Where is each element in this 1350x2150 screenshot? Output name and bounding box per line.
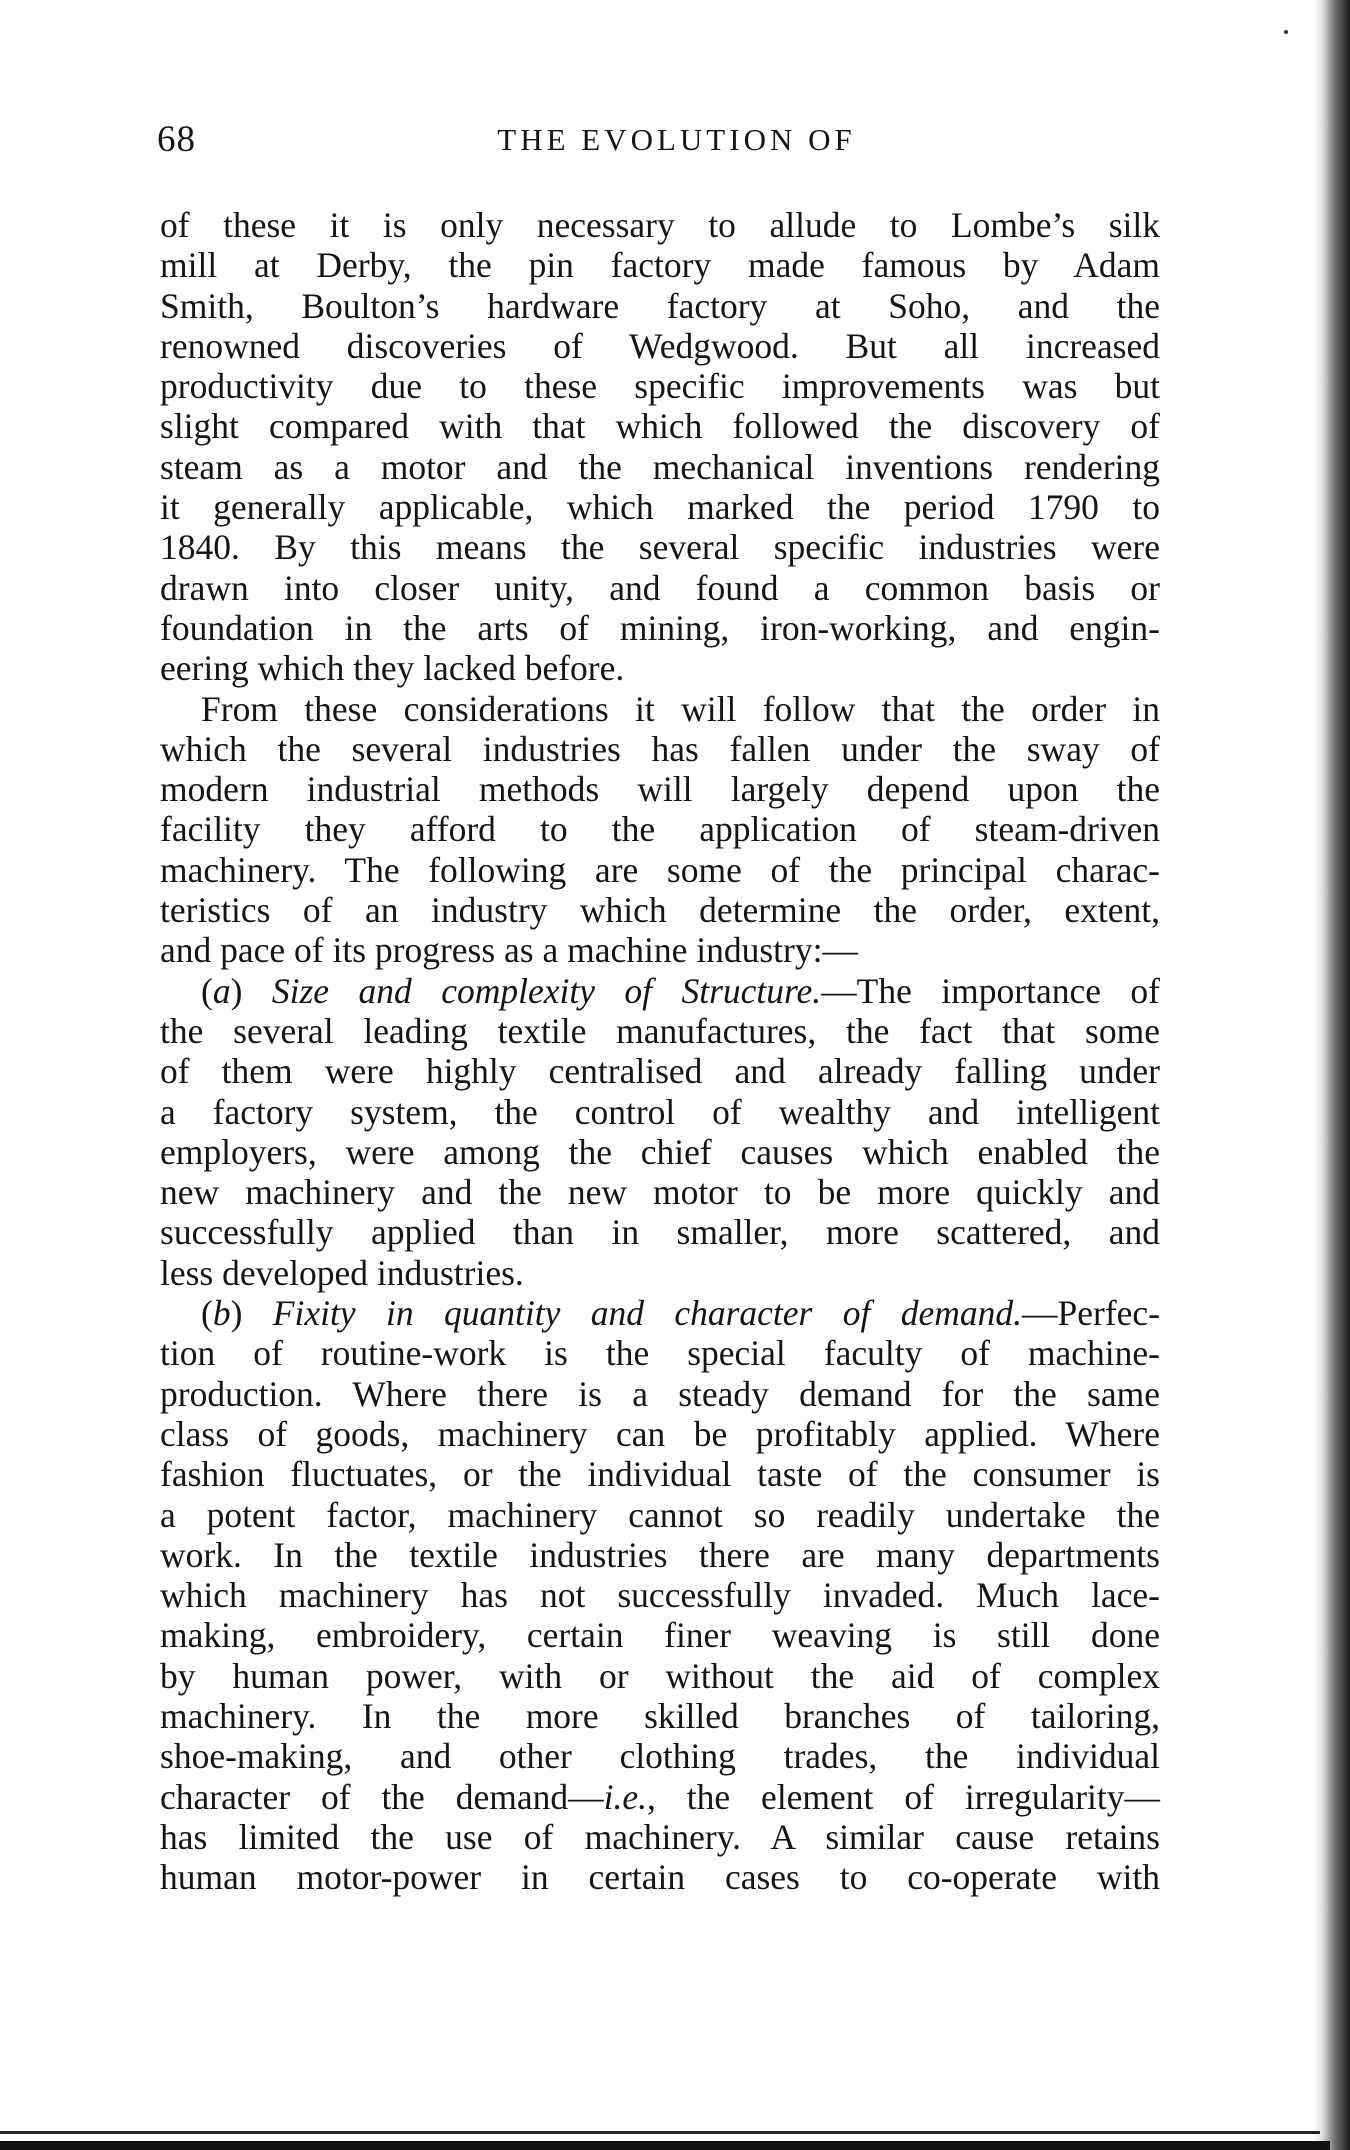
text-line: which the several industries has fallen under the sway of bbox=[160, 728, 1160, 769]
italic-phrase: Size and complexity of Structure. bbox=[271, 970, 822, 1011]
page-header bbox=[157, 118, 1160, 168]
text-line: (a) Size and complexity of Structure.—The importance of bbox=[201, 970, 1160, 1011]
body-text bbox=[160, 205, 1160, 1897]
page-edge-shadow bbox=[1314, 0, 1350, 2150]
text-line: (b) Fixity in quantity and character of demand.—Perfec- bbox=[201, 1293, 1161, 1334]
text-line: work. In the textile industries there are many departments bbox=[160, 1534, 1160, 1575]
running-title: THE EVOLUTION OF bbox=[497, 122, 856, 157]
text-line: of them were highly centralised and already falling under bbox=[160, 1051, 1160, 1092]
text-line: steam as a motor and the mechanical inventions rendering bbox=[160, 446, 1160, 487]
page-number: 68 bbox=[157, 119, 196, 160]
text-line: new machinery and the new motor to be more quickly and bbox=[160, 1172, 1160, 1213]
bottom-edge-border bbox=[0, 2141, 1330, 2150]
text-line: machinery. In the more skilled branches of tailoring, bbox=[160, 1695, 1160, 1736]
text-line: From these considerations it will follow that the order in bbox=[201, 688, 1160, 729]
text-line: human motor-power in certain cases to co-operate with bbox=[160, 1857, 1160, 1898]
text-line: machinery. The following are some of the principal charac- bbox=[160, 849, 1160, 890]
text-line: it generally applicable, which marked the period 1790 to bbox=[160, 487, 1160, 528]
text-line: foundation in the arts of mining, iron-working, and engin- bbox=[160, 607, 1160, 648]
text-line: Smith, Boulton’s hardware factory at Soho, and the bbox=[160, 285, 1160, 326]
text-line: less developed industries. bbox=[160, 1252, 524, 1293]
bottom-edge-line bbox=[0, 2131, 1320, 2134]
text-line: slight compared with that which followed the discovery of bbox=[160, 406, 1160, 447]
text-line: successfully applied than in smaller, more scattered, and bbox=[160, 1212, 1160, 1253]
text-line: mill at Derby, the pin factory made famous by Adam bbox=[160, 245, 1160, 286]
text-line: production. Where there is a steady demand for the same bbox=[160, 1373, 1160, 1414]
scan-speck bbox=[1284, 30, 1288, 34]
text-line: eering which they lacked before. bbox=[160, 648, 625, 689]
list-marker: a bbox=[212, 970, 231, 1011]
text-line: the several leading textile manufactures, the fact that some bbox=[160, 1010, 1160, 1051]
text-line: which machinery has not successfully invaded. Much lace- bbox=[160, 1575, 1160, 1616]
text-line: class of goods, machinery can be profitably applied. Where bbox=[160, 1413, 1160, 1454]
italic-phrase: i.e. bbox=[603, 1776, 647, 1817]
text-line: drawn into closer unity, and found a common basis or bbox=[160, 567, 1160, 608]
text-line: has limited the use of machinery. A similar cause retains bbox=[160, 1816, 1160, 1857]
text-line: character of the demand—i.e., the element of irregularity— bbox=[160, 1776, 1161, 1817]
text-line: and pace of its progress as a machine industry:— bbox=[160, 930, 858, 971]
list-marker: b bbox=[212, 1293, 231, 1334]
text-line: by human power, with or without the aid of complex bbox=[160, 1655, 1160, 1696]
text-line: teristics of an industry which determine the order, extent, bbox=[160, 890, 1160, 931]
text-line: fashion fluctuates, or the individual taste of the consumer is bbox=[160, 1454, 1160, 1495]
text-line: making, embroidery, certain finer weaving is still done bbox=[160, 1615, 1160, 1656]
text-line: shoe-making, and other clothing trades, the individual bbox=[160, 1736, 1160, 1777]
italic-phrase: Fixity in quantity and character of demand. bbox=[272, 1293, 1023, 1334]
text-line: facility they afford to the application of steam-driven bbox=[160, 809, 1160, 850]
text-line: renowned discoveries of Wedgwood. But all increased bbox=[160, 325, 1160, 366]
text-line: employers, were among the chief causes which enabled the bbox=[160, 1131, 1160, 1172]
text-line: a potent factor, machinery cannot so readily undertake the bbox=[160, 1494, 1160, 1535]
text-line: tion of routine-work is the special faculty of machine- bbox=[160, 1333, 1160, 1374]
text-line: of these it is only necessary to allude to Lombe’s silk bbox=[160, 205, 1160, 245]
text-line: productivity due to these specific improvements was but bbox=[160, 366, 1160, 407]
text-line: 1840. By this means the several specific industries were bbox=[160, 527, 1160, 568]
text-line: modern industrial methods will largely depend upon the bbox=[160, 769, 1160, 810]
text-line: a factory system, the control of wealthy and intelligent bbox=[160, 1091, 1160, 1132]
